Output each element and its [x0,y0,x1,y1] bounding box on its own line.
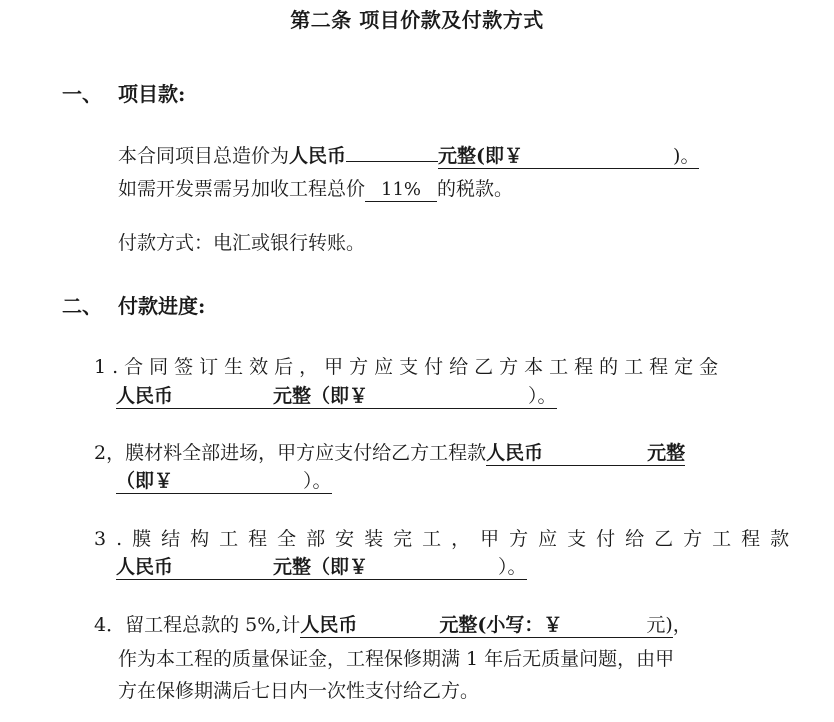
item-4-unit: 元) [646,614,673,636]
total-price-line [118,141,699,169]
item-1-close: ）。 [528,385,557,407]
item-4-prefix: 4．留工程总款的 5%,计 [94,614,301,636]
item-3-line-2 [116,556,527,580]
invoice-tax-suffix: 的税款。 [437,178,514,200]
item-3-rmb-label: 人民币 [116,556,174,578]
total-price-paren-label: (即￥ [476,145,524,167]
section-2-number: 二、 [62,294,102,318]
payment-method-line: 付款方式：电汇或银行转账。 [118,232,366,254]
item-4-line-3: 方在保修期满后七日内一次性支付给乙方。 [118,680,480,702]
total-price-prefix: 本合同项目总造价为 [118,145,290,167]
item-4-rmb-label: 人民币 [300,614,358,636]
item-1-line-2 [116,385,557,409]
invoice-tax-line [118,174,513,202]
item-1-yuan-label: 元整（即￥ [273,385,369,407]
item-3-close: ）。 [498,556,527,578]
item-2-yuan-label: 元整 [647,442,686,464]
item-2-prefix: 2，膜材料全部进场，甲方应支付给乙方工程款 [94,442,487,464]
item-3-yuan-label: 元整（即￥ [273,556,369,578]
invoice-tax-rate[interactable]: 11% [365,180,437,202]
item-1-rmb-label: 人民币 [116,385,174,407]
item-4-yuan-label: 元整(小写：￥ [439,614,563,636]
item-4-line-1 [94,610,692,638]
item-2-close: ）。 [303,470,332,492]
item-4-comma: ， [672,614,692,636]
item-1-line-1: 1.合同签订生效后，甲方应支付给乙方本工程的工程定金 [94,356,725,378]
item-2-line-1 [94,438,685,466]
section-1-number: 一、 [62,82,102,106]
section-1-heading: 项目款: [118,82,186,106]
item-4-line-2: 作为本工程的质量保证金，工程保修期满 1 年后无质量问题，由甲 [118,648,675,670]
item-2-rmb-label: 人民币 [486,442,544,464]
total-price-close: )。 [673,145,700,167]
item-2-line-2 [116,470,332,494]
total-price-yuan-label: 元整 [438,145,477,167]
invoice-tax-prefix: 如需开发票需另加收工程总价 [118,178,366,200]
total-price-amount-blank[interactable] [346,161,438,162]
section-2-heading: 付款进度: [118,294,206,318]
item-3-line-1: 3.膜结构工程全部安装完工，甲方应支付给乙方工程款 [94,528,800,550]
total-price-rmb-label: 人民币 [289,145,347,167]
document-title: 第二条 项目价款及付款方式 [290,8,544,32]
item-2-paren-label: （即￥ [116,470,174,492]
